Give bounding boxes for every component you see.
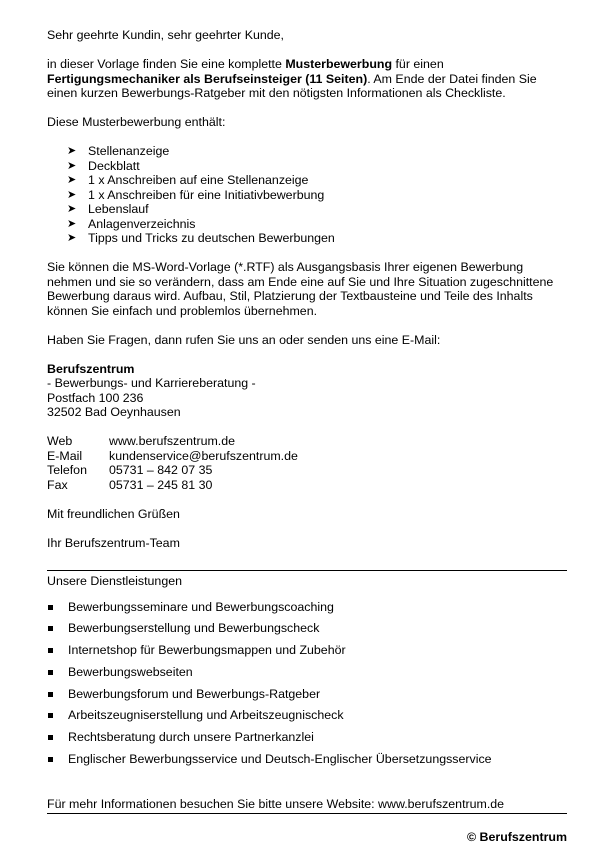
arrow-bullet-icon: ➤ <box>67 203 77 215</box>
salutation: Sehr geehrte Kundin, sehr geehrter Kunde, <box>47 28 284 42</box>
list-item: ➤ 1 x Anschreiben für eine Initiativbewerbung <box>67 187 325 202</box>
contact-row-email <box>47 449 298 464</box>
list-item: ➤ Tipps und Tricks zu deutschen Bewerbungen <box>67 231 335 245</box>
square-bullet-icon <box>48 626 53 631</box>
arrow-bullet-icon: ➤ <box>67 188 77 201</box>
intro-text-1: in dieser Vorlage finden Sie eine komplette <box>47 57 286 71</box>
square-bullet-icon <box>48 735 53 740</box>
contact-fax-value: 05731 – 245 81 30 <box>109 477 213 492</box>
bottom-divider <box>47 813 567 814</box>
company-name: Berufszentrum <box>47 361 135 376</box>
intro-paragraph <box>47 57 567 101</box>
contact-label: Fax <box>47 477 68 492</box>
list-item: ➤ Anlagenverzeichnis <box>67 216 196 231</box>
services-section <box>47 570 567 774</box>
contact-label: Telefon <box>47 463 87 477</box>
contact-row-fax <box>47 478 298 493</box>
list-item: ➤ Stellenanzeige <box>67 144 170 158</box>
website-note: Für mehr Informationen besuchen Sie bitte unsere Website: www.berufszentrum.de <box>47 797 505 811</box>
contact-row-phone <box>47 463 298 478</box>
intro-bold-1: Musterbewerbung <box>285 57 393 71</box>
list-item: Internetshop für Bewerbungsmappen und Zubehör <box>47 643 567 665</box>
intro-text-4: einen kurzen Bewerbungs-Ratgeber mit den nötigsten Informationen als Checkliste. <box>47 86 506 100</box>
contact-label: E-Mail <box>47 448 83 463</box>
contact-web-link[interactable]: www.berufszentrum.de <box>109 434 236 448</box>
top-divider <box>47 570 567 571</box>
contact-email-link[interactable]: kundenservice@berufszentrum.de <box>109 448 298 463</box>
list-item: Englischer Bewerbungsservice und Deutsch-Englischer Übersetzungsservice <box>47 752 567 774</box>
arrow-bullet-icon: ➤ <box>67 217 77 230</box>
contact-phone-value: 05731 – 842 07 35 <box>109 463 213 477</box>
intro-bold-2: Fertigungsmechaniker als Berufseinsteiger (11 Seiten) <box>47 71 368 86</box>
list-item: Bewerbungsforum und Bewerbungs-Ratgeber <box>47 687 567 709</box>
arrow-bullet-icon: ➤ <box>67 145 77 157</box>
services-title: Unsere Dienstleistungen <box>47 574 182 588</box>
intro-text-3: . Am Ende der Datei finden Sie <box>367 71 537 86</box>
copyright-notice: © Berufszentrum <box>466 830 567 844</box>
square-bullet-icon <box>48 713 53 718</box>
list-item: Bewerbungserstellung und Bewerbungscheck <box>47 621 567 643</box>
company-city: 32502 Bad Oeynhausen <box>47 405 181 419</box>
services-list <box>47 600 567 774</box>
questions-line: Haben Sie Fragen, dann rufen Sie uns an oder senden uns eine E-Mail: <box>47 332 441 347</box>
arrow-bullet-icon: ➤ <box>67 232 77 244</box>
company-postbox: Postfach 100 236 <box>47 390 144 405</box>
list-item: Arbeitszeugniserstellung und Arbeitszeugnischeck <box>47 708 567 730</box>
company-address <box>47 362 567 420</box>
list-item: ➤ Lebenslauf <box>67 202 149 216</box>
list-item: Bewerbungswebseiten <box>47 665 567 687</box>
square-bullet-icon <box>48 692 53 697</box>
arrow-bullet-icon: ➤ <box>67 174 77 186</box>
arrow-bullet-icon: ➤ <box>67 159 77 172</box>
contents-heading: Diese Musterbewerbung enthält: <box>47 115 226 129</box>
square-bullet-icon <box>48 648 53 653</box>
letter-body <box>47 28 567 550</box>
list-item: Bewerbungsseminare und Bewerbungscoaching <box>47 600 567 622</box>
square-bullet-icon <box>48 670 53 675</box>
list-item: ➤ 1 x Anschreiben auf eine Stellenanzeige <box>67 173 309 187</box>
contents-list <box>47 144 567 246</box>
intro-text-2: für einen <box>392 57 444 71</box>
contact-label: Web <box>47 434 73 448</box>
square-bullet-icon <box>48 605 53 610</box>
contact-table <box>47 434 298 492</box>
company-tagline: - Bewerbungs- und Karriereberatung - <box>47 376 256 390</box>
contact-row-web <box>47 434 298 449</box>
square-bullet-icon <box>48 757 53 762</box>
list-item: Rechtsberatung durch unsere Partnerkanzlei <box>47 730 567 752</box>
usage-paragraph: Sie können die MS-Word-Vorlage (*.RTF) als Ausgangsbasis Ihrer eigenen Bewerbung nehmen und sie so verändern, dass am Ende eine auf Sie und Ihre Situation zugeschnittene Bewerbung daraus wird. Aufbau, Stil, Platzierung der Textbausteine und Teile des Inhalts können Sie einfach und problemlos übernehmen. <box>47 260 554 318</box>
closing-line: Mit freundlichen Grüßen <box>47 506 180 521</box>
list-item: ➤ Deckblatt <box>67 158 140 173</box>
signature-line: Ihr Berufszentrum-Team <box>47 535 180 550</box>
